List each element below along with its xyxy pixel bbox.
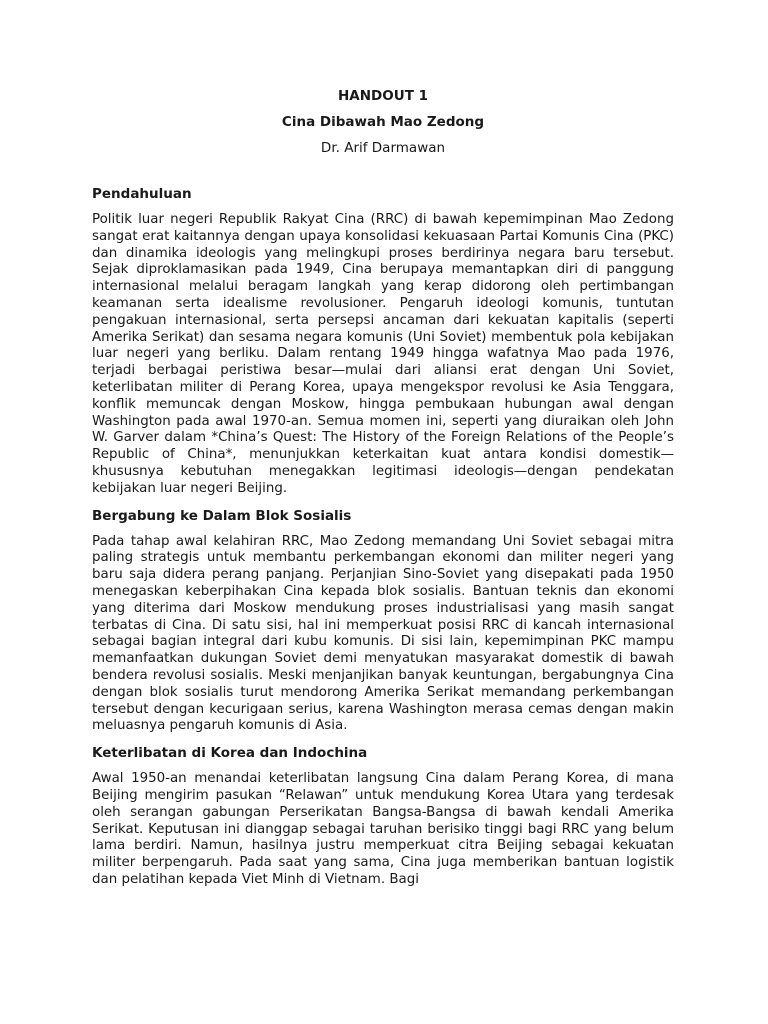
section-heading-blok-sosialis: Bergabung ke Dalam Blok Sosialis [92, 507, 352, 524]
section-paragraph-pendahuluan: Politik luar negeri Republik Rakyat Cina (RRC) di bawah kepemimpinan Mao Zedong sangat erat kaitannya dengan upaya konsolidasi kekuasaan Partai Komunis Cina (PKC) dan dinamika ideologis yang melingkupi proses berdirinya negara baru tersebut. Sejak diproklamasikan pada 1949, Cina berupaya memantapkan diri di panggung internasional melalui beragam langkah yang kerap didorong oleh pertimbangan keamanan serta idealisme revolusioner. Pengaruh ideologi komunis, tuntutan pengakuan internasional, serta persepsi ancaman dari kekuatan kapitalis (seperti Amerika Serikat) dan sesama negara komunis (Uni Soviet) membentuk pola kebijakan luar negeri yang berliku. Dalam rentang 1949 hingga wafatnya Mao pada 1976, terjadi berbagai peristiwa besar—mulai dari aliansi erat dengan Uni Soviet, keterlibatan militer di Perang Korea, upaya mengekspor revolusi ke Asia Tenggara, konflik memuncak dengan Moskow, hingga pembukaan hubungan awal dengan Washington pada awal 1970-an. Semua momen ini, seperti yang diuraikan oleh John W. Garver dalam *China’s Quest: The History of the Foreign Relations of the People’s Republic of China*, menunjukkan keterkaitan kuat antara kondisi domestik—khususnya kebutuhan menegakkan legitimasi ideologis—dengan pendekatan kebijakan luar negeri Beijing. [92, 212, 674, 496]
section-heading-pendahuluan: Pendahuluan [92, 186, 192, 202]
document-author: Dr. Arif Darmawan [320, 140, 446, 156]
section-paragraph-blok-sosialis: Pada tahap awal kelahiran RRC, Mao Zedong memandang Uni Soviet sebagai mitra paling strategis untuk membantu perkembangan ekonomi dan militer negeri yang baru saja didera perang panjang. Perjanjian Sino-Soviet yang disepakati pada 1950 menegaskan keberpihakan Cina kepada blok sosialis. Bantuan teknis dan ekonomi yang diterima dari Moskow mendukung proses industrialisasi yang masih sangat terbatas di Cina. Di satu sisi, hal ini memperkuat posisi RRC di kancah internasional sebagai bagian integral dari kubu komunis. Di sisi lain, kepemimpinan PKC mampu memanfaatkan dukungan Soviet demi menyatukan masyarakat domestik di bawah bendera revolusi sosialis. Meski menjanjikan banyak keuntungan, bergabungnya Cina dengan blok sosialis turut mendorong Amerika Serikat memandang perkembangan tersebut dengan kecurigaan serius, karena Washington merasa cemas dengan makin meluasnya pengaruh komunis di Asia. [92, 533, 674, 734]
document-page [92, 86, 674, 889]
section-paragraph-korea-indochina: Awal 1950-an menandai keterlibatan langsung Cina dalam Perang Korea, di mana Beijing mengirim pasukan “Relawan” untuk mendukung Korea Utara yang terdesak oleh serangan gabungan Perserikatan Bangsa-Bangsa di bawah kendali Amerika Serikat. Keputusan ini dianggap sebagai taruhan berisiko tinggi bagi RRC yang belum lama berdiri. Namun, hasilnya justru memperkuat citra Beijing sebagai kekuatan militer berpengaruh. Pada saat yang sama, Cina juga memberikan bantuan logistik dan pelatihan kepada Viet Minh di Vietnam. Bagi [92, 771, 674, 887]
document-subtitle: Cina Dibawah Mao Zedong [281, 114, 485, 130]
section-heading-korea-indochina: Keterlibatan di Korea dan Indochina [92, 745, 368, 762]
document-title: HANDOUT 1 [338, 88, 428, 104]
